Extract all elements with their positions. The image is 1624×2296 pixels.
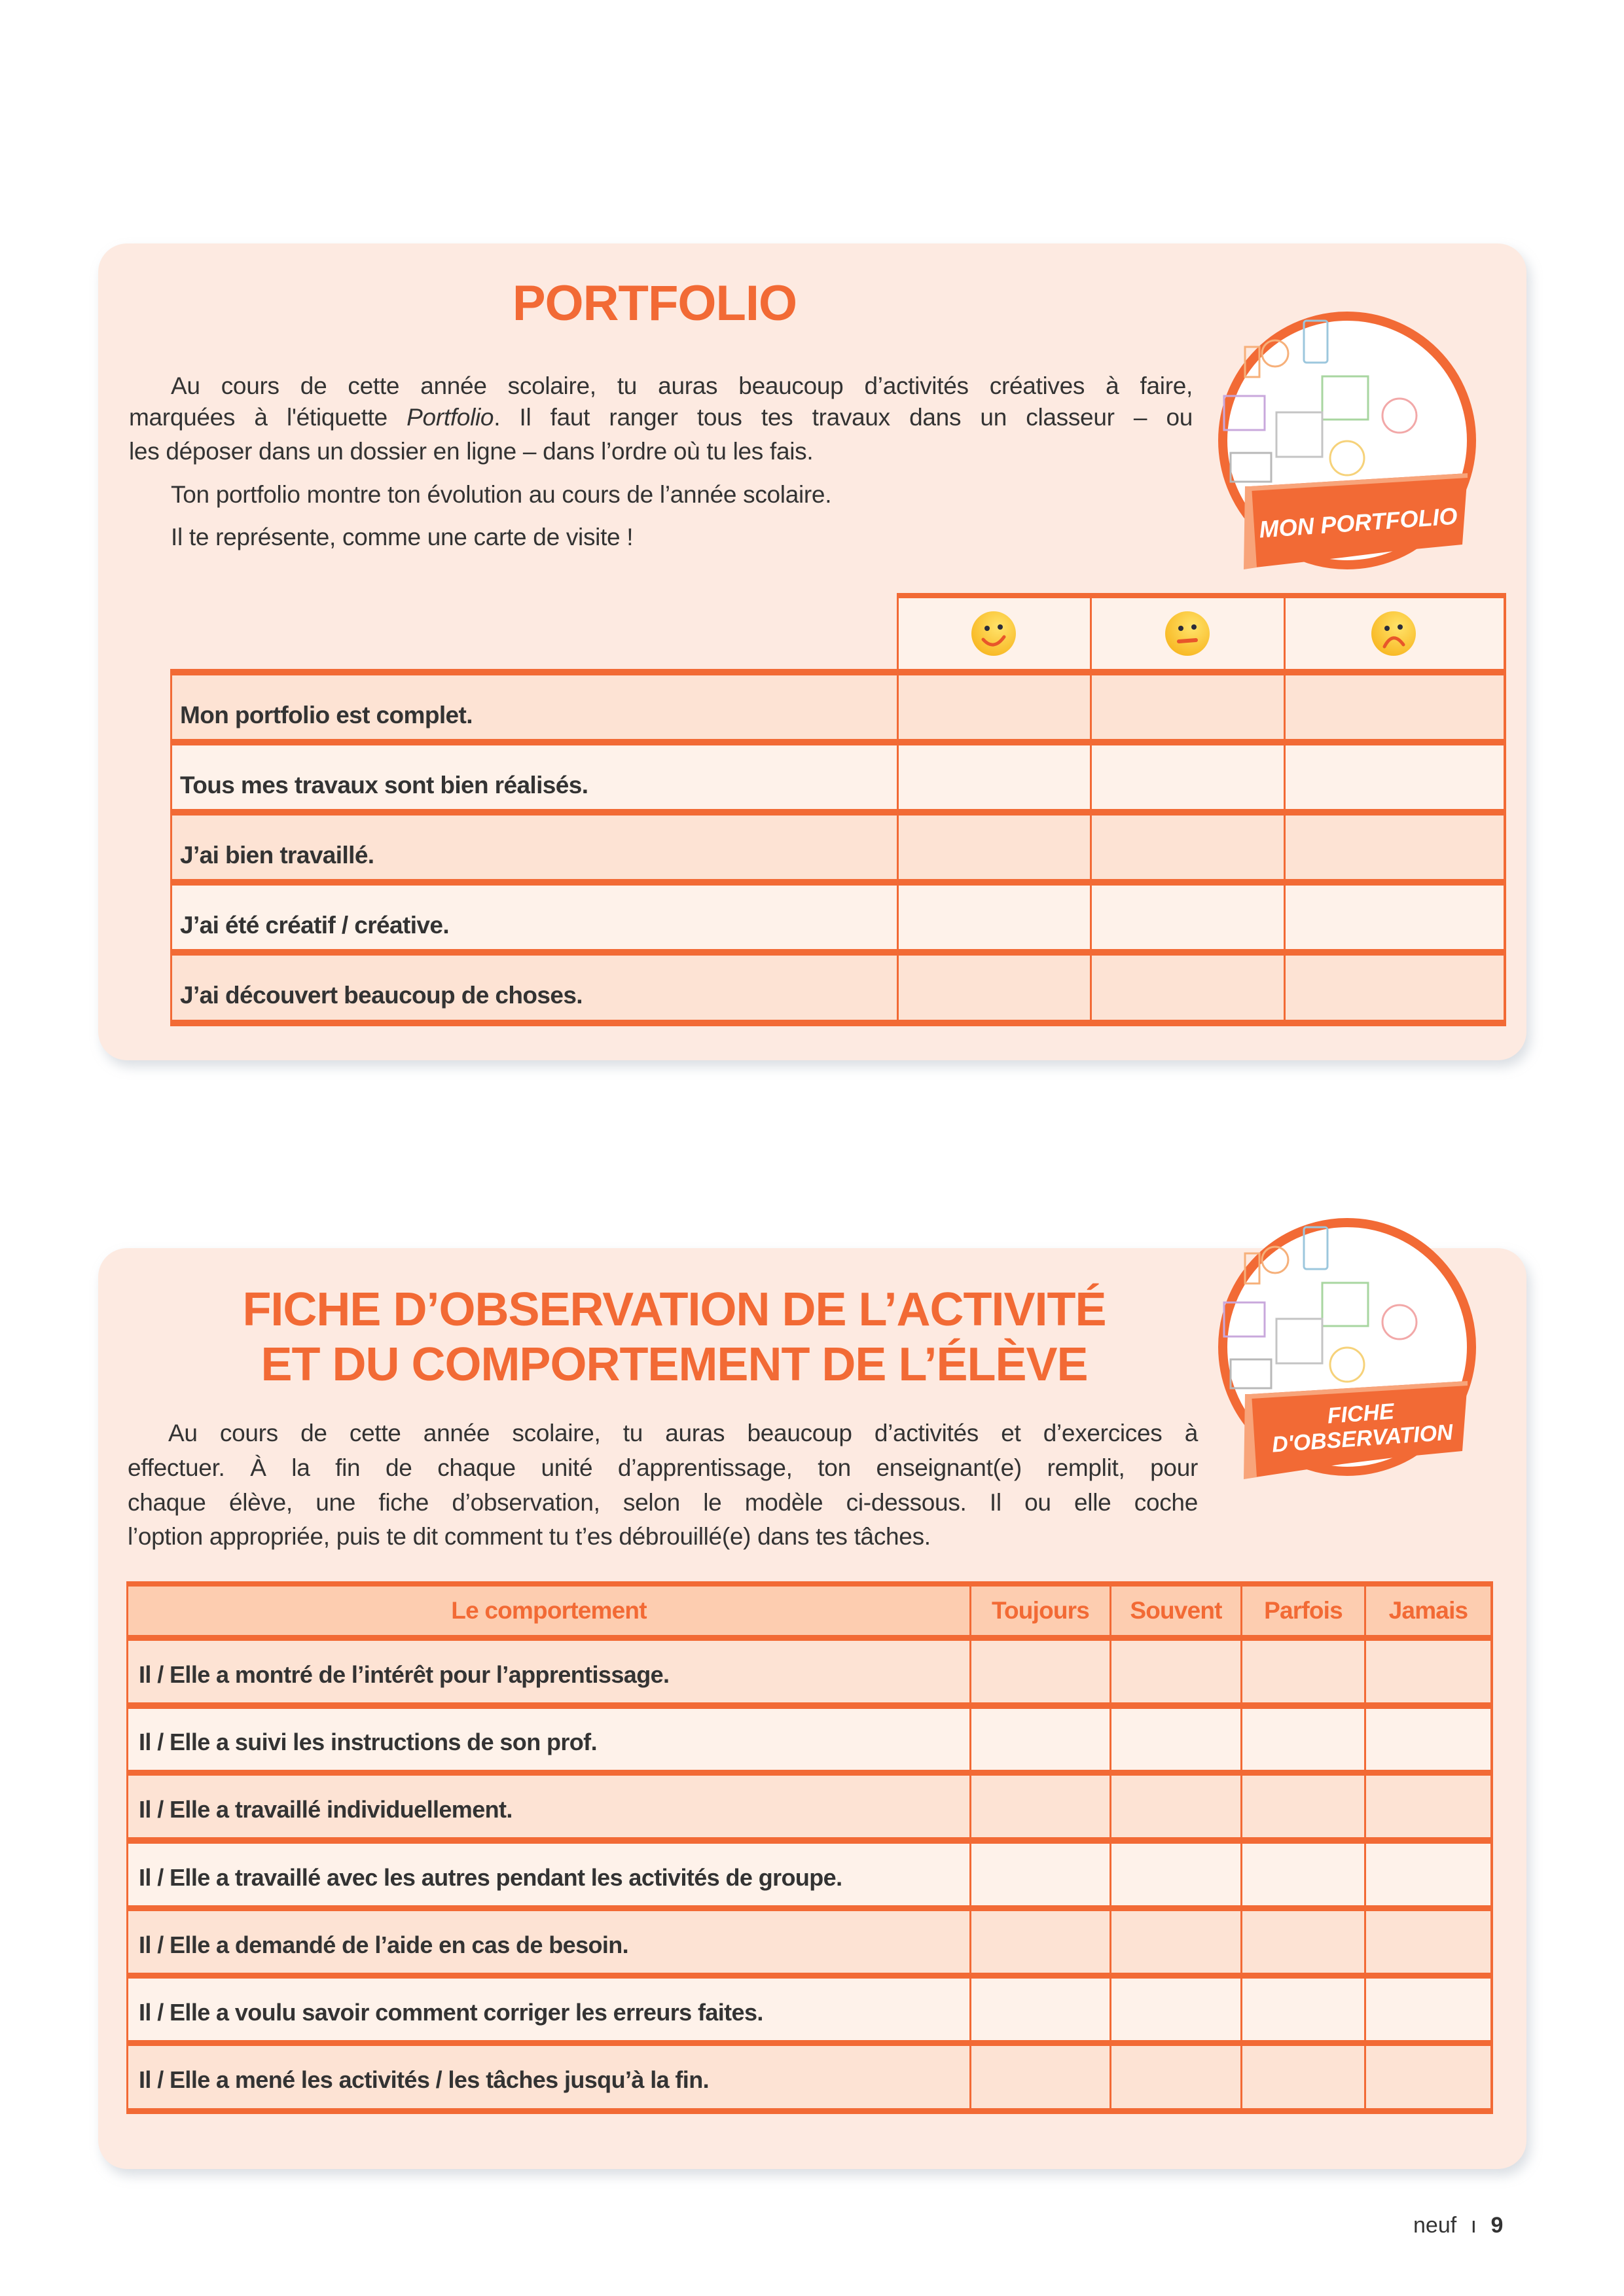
frequency-cell[interactable] bbox=[1111, 1844, 1240, 1905]
frequency-cell[interactable] bbox=[1111, 1641, 1240, 1702]
table-border bbox=[897, 593, 1506, 598]
behaviour-row-label: Il / Elle a travaillé individuellement. bbox=[139, 1796, 513, 1823]
table-row-label: J’ai été créatif / créative. bbox=[180, 912, 450, 939]
frequency-cell[interactable] bbox=[1242, 2046, 1364, 2108]
behaviour-row-label: Il / Elle a montré de l’intérêt pour l’apprentissage. bbox=[139, 1661, 670, 1688]
page-footer bbox=[1413, 2213, 1503, 2238]
rating-cell[interactable] bbox=[1286, 675, 1504, 739]
frequency-cell[interactable] bbox=[1366, 1709, 1490, 1770]
paragraph-line: Il te représente, comme une carte de visite ! bbox=[171, 524, 634, 550]
table-row-label: Tous mes travaux sont bien réalisés. bbox=[180, 772, 588, 798]
table-border bbox=[126, 1837, 1493, 1844]
table-border bbox=[126, 1770, 1493, 1776]
frequency-cell[interactable] bbox=[971, 1776, 1110, 1837]
table-row-label: Mon portfolio est complet. bbox=[180, 702, 473, 728]
table-border bbox=[126, 1702, 1493, 1709]
table-border bbox=[126, 2108, 1493, 2114]
rating-cell[interactable] bbox=[899, 956, 1090, 1020]
table-border bbox=[126, 1905, 1493, 1911]
rating-cell[interactable] bbox=[899, 675, 1090, 739]
mon-portfolio-badge-label: MON PORTFOLIO bbox=[1258, 502, 1458, 543]
frequency-cell[interactable] bbox=[1111, 1911, 1240, 1973]
table-border bbox=[170, 669, 1506, 675]
frequency-cell[interactable] bbox=[971, 1911, 1110, 1973]
table-border bbox=[170, 1020, 1506, 1026]
frequency-cell[interactable] bbox=[1242, 1979, 1364, 2040]
frequency-cell[interactable] bbox=[1242, 1911, 1364, 1973]
column-header-souvent: Souvent bbox=[1130, 1597, 1222, 1624]
frequency-cell[interactable] bbox=[1111, 1709, 1240, 1770]
frequency-cell[interactable] bbox=[1366, 1844, 1490, 1905]
table-border bbox=[126, 1581, 1493, 1587]
rating-cell[interactable] bbox=[1092, 816, 1284, 879]
rating-cell[interactable] bbox=[1286, 745, 1504, 809]
frequency-cell[interactable] bbox=[1366, 1979, 1490, 2040]
frequency-cell[interactable] bbox=[1366, 1776, 1490, 1837]
rating-cell[interactable] bbox=[1286, 886, 1504, 949]
frequency-cell[interactable] bbox=[971, 1844, 1110, 1905]
behaviour-row-label: Il / Elle a travaillé avec les autres pendant les activités de groupe. bbox=[139, 1864, 842, 1891]
frequency-cell[interactable] bbox=[971, 2046, 1110, 2108]
table-border bbox=[170, 949, 1506, 956]
column-header-jamais: Jamais bbox=[1388, 1597, 1468, 1624]
paragraph-line: l’option appropriée, puis te dit comment tu t’es débrouillé(e) dans tes tâches. bbox=[128, 1523, 931, 1550]
frequency-cell[interactable] bbox=[1366, 1641, 1490, 1702]
observation-badge-graphic bbox=[1204, 1208, 1492, 1496]
table-row-label: J’ai découvert beaucoup de choses. bbox=[180, 982, 583, 1009]
page-word: neuf bbox=[1413, 2213, 1457, 2238]
paragraph-line bbox=[129, 405, 1193, 429]
frequency-cell[interactable] bbox=[1242, 1709, 1364, 1770]
table-border bbox=[1504, 593, 1506, 1026]
table-border bbox=[1490, 1581, 1493, 2114]
frequency-cell[interactable] bbox=[971, 1979, 1110, 2040]
rating-cell[interactable] bbox=[1092, 745, 1284, 809]
frequency-cell[interactable] bbox=[1111, 1979, 1240, 2040]
column-header-behaviour: Le comportement bbox=[451, 1597, 647, 1624]
happy-face-icon bbox=[971, 611, 1017, 656]
observation-title-line-2: ET DU COMPORTEMENT DE L’ÉLÈVE bbox=[261, 1338, 1088, 1391]
rating-cell[interactable] bbox=[1092, 675, 1284, 739]
table-border bbox=[126, 1973, 1493, 1979]
paragraph-text: . Il faut ranger tous tes travaux dans un classeur – ou bbox=[494, 404, 1193, 431]
table-border bbox=[126, 1635, 1493, 1641]
table-border bbox=[170, 879, 1506, 886]
behaviour-row-label: Il / Elle a voulu savoir comment corriger les erreurs faites. bbox=[139, 1999, 763, 2026]
paragraph-line: Ton portfolio montre ton évolution au cours de l’année scolaire. bbox=[171, 481, 832, 508]
table-border bbox=[170, 739, 1506, 745]
frequency-cell[interactable] bbox=[1366, 2046, 1490, 2108]
table-border bbox=[170, 669, 172, 1026]
paragraph-line: Au cours de cette année scolaire, tu auras beaucoup d’activités et d’exercices à bbox=[168, 1420, 1198, 1446]
table-border bbox=[126, 1581, 128, 2114]
paragraph-text: marquées à l'étiquette bbox=[129, 404, 407, 431]
sad-face-icon bbox=[1371, 611, 1416, 656]
paragraph-line: les déposer dans un dossier en ligne – dans l’ordre où tu les fais. bbox=[129, 438, 814, 465]
rating-cell[interactable] bbox=[899, 886, 1090, 949]
frequency-cell[interactable] bbox=[1242, 1844, 1364, 1905]
frequency-cell[interactable] bbox=[1242, 1776, 1364, 1837]
paragraph-line: Au cours de cette année scolaire, tu auras beaucoup d’activités créatives à faire, bbox=[171, 372, 1193, 399]
rating-cell[interactable] bbox=[1286, 956, 1504, 1020]
frequency-cell[interactable] bbox=[1242, 1641, 1364, 1702]
paragraph-line: effectuer. À la fin de chaque unité d’apprentissage, ton enseignant(e) remplit, pour bbox=[128, 1454, 1198, 1481]
frequency-cell[interactable] bbox=[1366, 1911, 1490, 1973]
portfolio-title: PORTFOLIO bbox=[512, 276, 797, 331]
table-border bbox=[170, 809, 1506, 816]
rating-cell[interactable] bbox=[899, 745, 1090, 809]
column-header-toujours: Toujours bbox=[991, 1597, 1090, 1624]
badge-label-line: D'OBSERVATION bbox=[1271, 1420, 1454, 1458]
neutral-face-icon bbox=[1164, 611, 1210, 656]
behaviour-row-label: Il / Elle a mené les activités / les tâches jusqu’à la fin. bbox=[139, 2066, 709, 2093]
rating-cell[interactable] bbox=[1092, 886, 1284, 949]
frequency-cell[interactable] bbox=[1111, 1776, 1240, 1837]
table-border bbox=[126, 2040, 1493, 2046]
page-separator: ı bbox=[1470, 2213, 1477, 2238]
frequency-cell[interactable] bbox=[971, 1641, 1110, 1702]
mon-portfolio-badge bbox=[1204, 301, 1492, 589]
page-number: 9 bbox=[1490, 2213, 1504, 2238]
rating-cell[interactable] bbox=[1092, 956, 1284, 1020]
rating-cell[interactable] bbox=[899, 816, 1090, 879]
frequency-cell[interactable] bbox=[971, 1709, 1110, 1770]
table-row-label: J’ai bien travaillé. bbox=[180, 842, 374, 869]
observation-title-line-1: FICHE D’OBSERVATION DE L’ACTIVITÉ bbox=[242, 1283, 1106, 1336]
fiche-observation-badge bbox=[1204, 1208, 1492, 1496]
rating-cell[interactable] bbox=[1286, 816, 1504, 879]
portfolio-italic: Portfolio bbox=[406, 404, 494, 431]
paragraph-line: chaque élève, une fiche d’observation, selon le modèle ci-dessous. Il ou elle coche bbox=[128, 1489, 1198, 1516]
frequency-cell[interactable] bbox=[1111, 2046, 1240, 2108]
badge-label-line: FICHE bbox=[1326, 1399, 1395, 1429]
behaviour-row-label: Il / Elle a demandé de l’aide en cas de besoin. bbox=[139, 1931, 629, 1958]
column-header-parfois: Parfois bbox=[1264, 1597, 1343, 1624]
portfolio-badge-graphic bbox=[1204, 301, 1492, 589]
behaviour-row-label: Il / Elle a suivi les instructions de son prof. bbox=[139, 1729, 597, 1755]
